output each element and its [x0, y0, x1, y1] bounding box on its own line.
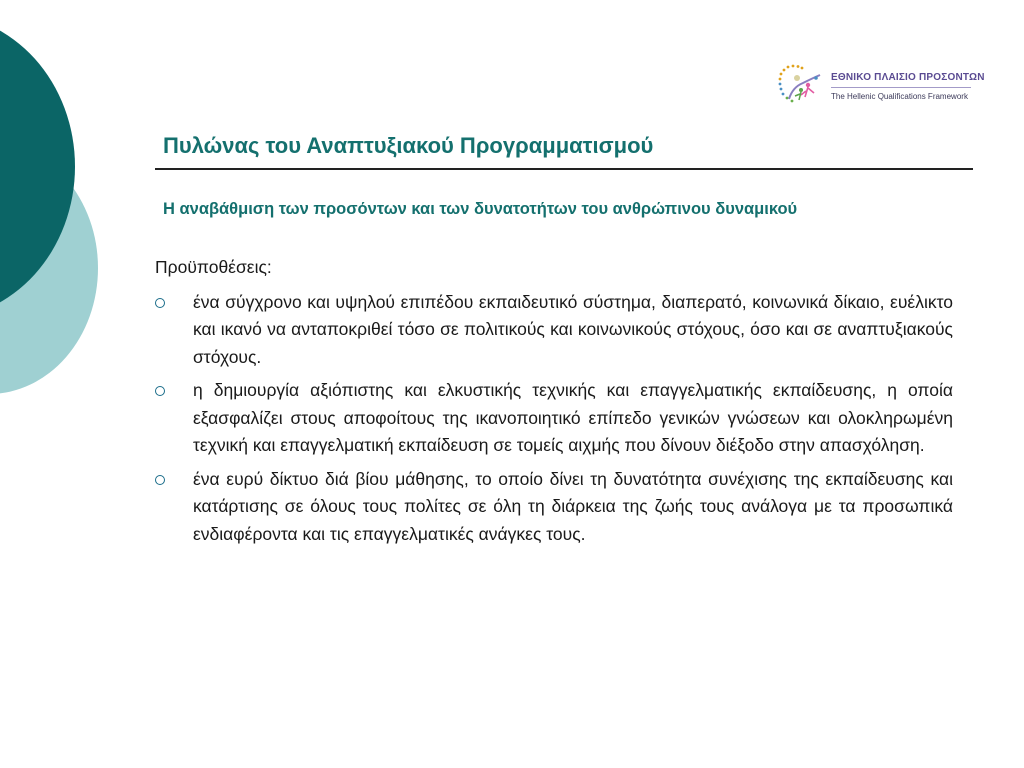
logo-title: ΕΘΝΙΚΟ ΠΛΑΙΣΙΟ ΠΡΟΣΟΝΤΩΝ [831, 72, 985, 83]
hollow-circle-bullet-icon [155, 298, 165, 308]
logo-emblem-icon [776, 63, 824, 105]
bullet-list [155, 289, 953, 549]
hollow-circle-bullet-icon [155, 475, 165, 485]
slide-body [155, 254, 953, 554]
bullet-item [155, 466, 953, 549]
hqf-logo [776, 63, 985, 105]
intro-text: Προϋποθέσεις: [155, 257, 272, 277]
bullet-item [155, 289, 953, 372]
title-divider [155, 168, 973, 170]
hollow-circle-bullet-icon [155, 386, 165, 396]
bullet-item [155, 377, 953, 460]
slide-title: Πυλώνας του Αναπτυξιακού Προγραμματισμού [163, 133, 654, 158]
bullet-text: ένα ευρύ δίκτυο διά βίου μάθησης, το οποίο δίνει τη δυνατότητα συνέχισης της εκπαίδευσης και κατάρτισης σε όλους τους πολίτες σε όλη τη διάρκεια της ζωής τους ανάλογα με τα προσωπικά ενδιαφέροντα και τις επαγγελματικές ανάγκες τους. [193, 468, 953, 544]
slide-subtitle: Η αναβάθμιση των προσόντων και των δυνατοτήτων του ανθρώπινου δυναμικού [163, 200, 798, 218]
logo-divider [831, 87, 971, 88]
bullet-text: ένα σύγχρονο και υψηλού επιπέδου εκπαιδευτικό σύστημα, διαπερατό, κοινωνικά δίκαιο, ευέλικτο και ικανό να ανταποκριθεί τόσο σε πολιτικούς και κοινωνικούς στόχους, όσο και σε αναπτυξιακούς στόχους. [193, 291, 953, 367]
logo-subtitle: The Hellenic Qualifications Framework [831, 92, 968, 101]
bullet-text: η δημιουργία αξιόπιστης και ελκυστικής τεχνικής και επαγγελματικής εκπαίδευσης, η οποία εξασφαλίζει στους αποφοίτους της ικανοποιητικό επίπεδο γενικών γνώσεων και ολοκληρωμένη τεχνική και επαγγελματική εκπαίδευση σε τομείς αιχμής που δίνουν διέξοδο στην απασχόληση. [193, 380, 953, 455]
